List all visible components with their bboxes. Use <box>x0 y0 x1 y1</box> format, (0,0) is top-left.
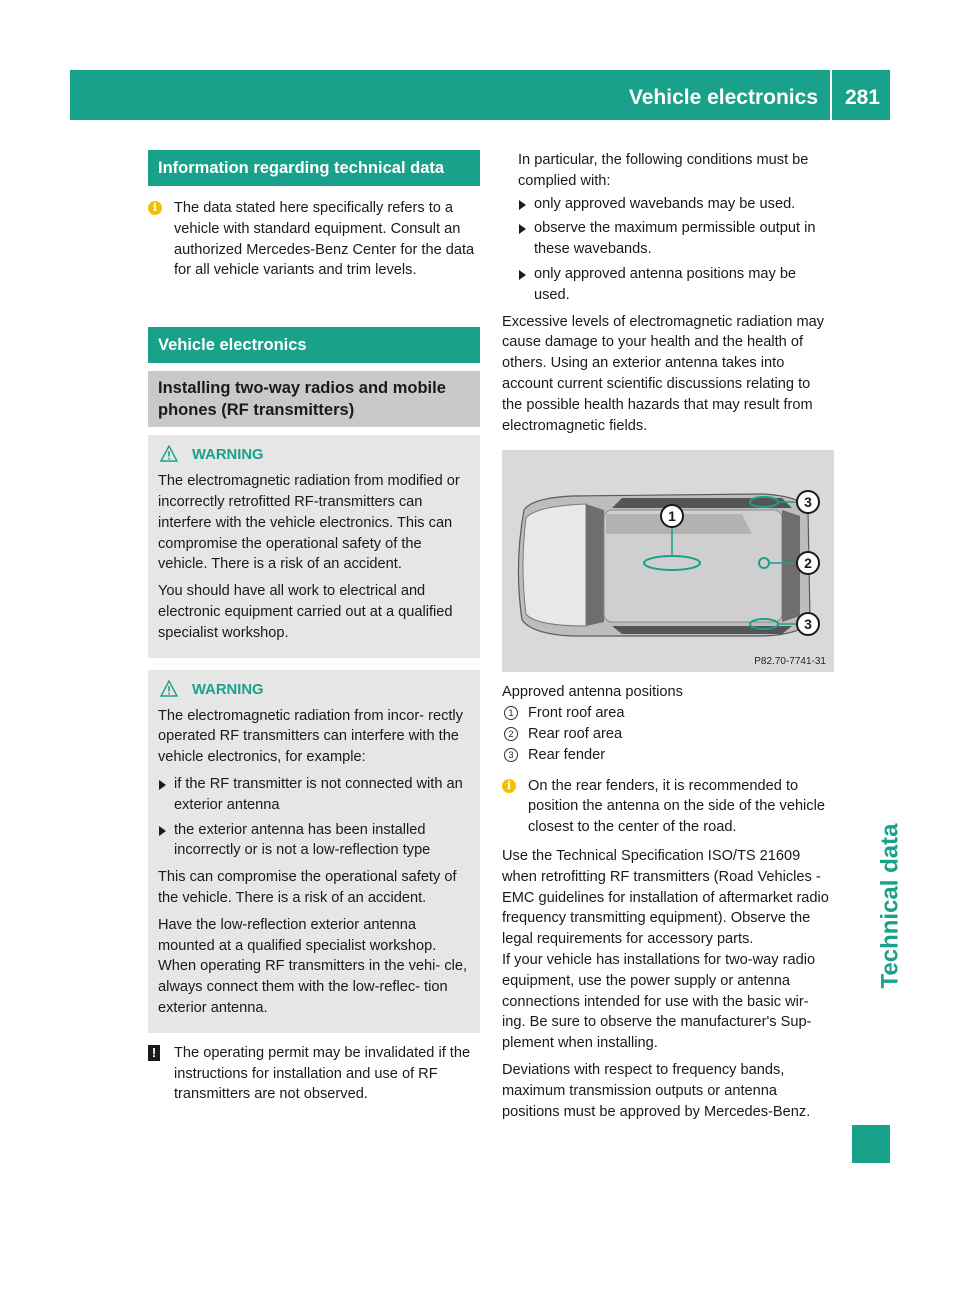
info-note-technical-data <box>148 198 480 281</box>
legend-number: 2 <box>504 727 518 741</box>
list-item: the exterior antenna has been installed incorrectly or is not a low-reflection type <box>158 820 470 862</box>
legend-item <box>502 724 834 745</box>
warning-heading <box>158 680 470 700</box>
side-tab-label-wrap <box>852 120 904 989</box>
caution-note-text: The operating permit may be invalidated if the instructions for installation and use of RF transmitters are not observed. <box>174 1044 471 1103</box>
header-title: Vehicle electronics <box>628 86 818 109</box>
list-item: only approved wavebands may be used. <box>518 194 834 215</box>
deviations-text: Deviations with respect to frequency bands, maximum transmission outputs or antenna positions must be approved by Mercedes-Benz. <box>502 1061 811 1120</box>
right-column <box>502 150 834 1122</box>
legend-label: Rear roof area <box>528 725 623 742</box>
page-header <box>70 70 890 120</box>
list-item: observe the maximum permissible output in these wavebands. <box>518 218 834 260</box>
legend-label: Front roof area <box>528 705 625 722</box>
page-number: 281 <box>844 86 880 109</box>
antenna-positions-figure <box>502 450 834 672</box>
warning-text: The electromagnetic radiation from incor- rectly operated RF transmitters can interfere with the vehicle electronics, for example: <box>158 707 463 766</box>
list-item: if the RF transmitter is not connected with an exterior antenna <box>158 774 470 816</box>
callout-3-bottom <box>797 613 819 635</box>
warning-label: WARNING <box>192 447 264 464</box>
legend-item <box>502 745 834 766</box>
warning-triangle-icon <box>160 445 178 463</box>
info-icon: i <box>148 201 162 215</box>
side-tab-marker <box>852 1125 890 1163</box>
callout-1 <box>661 505 683 527</box>
list-item: only approved antenna positions may be used. <box>518 264 834 306</box>
warning-text: You should have all work to electrical and electronic equipment carried out at a qualified specialist workshop. <box>158 583 453 641</box>
conditions-intro: In particular, the following conditions must be complied with: <box>518 152 809 189</box>
figure-code: P82.70-7741-31 <box>754 656 826 668</box>
radiation-text: Excessive levels of electromagnetic radiation may cause damage to your health and the health of others. Using an exterior antenna takes into account current scientific discussions relating to the possible health hazards that may result from electromagnetic fields. <box>502 313 825 434</box>
subsection-title-rf-transmitters: Installing two-way radios and mobile phones (RF transmitters) <box>148 371 480 427</box>
svg-text:2: 2 <box>804 555 812 572</box>
side-tab-label: Technical data <box>876 823 904 989</box>
legend-number: 3 <box>504 748 518 762</box>
warning-text: This can compromise the operational safety of the vehicle. There is a risk of an accident. <box>158 869 457 906</box>
header-divider <box>830 70 832 120</box>
svg-text:1: 1 <box>668 508 676 525</box>
warning-bullet-list <box>158 774 470 861</box>
legend-number: 1 <box>504 706 518 720</box>
conditions-list <box>502 194 834 306</box>
svg-text:3: 3 <box>804 616 812 633</box>
legend-title: Approved antenna positions <box>502 684 683 701</box>
section-title-technical-data: Information regarding technical data <box>148 150 480 186</box>
svg-text:3: 3 <box>804 494 812 511</box>
warning-box-2 <box>148 670 480 1033</box>
spec-text: Use the Technical Specification ISO/TS 21609 when retrofitting RF transmitters (Road Vehicles - EMC guidelines for installation of aftermarket radio frequency transmitting equipment). Observe the legal requirements for accessory parts. <box>502 847 829 948</box>
side-tab <box>852 120 904 989</box>
warning-triangle-icon <box>160 680 178 698</box>
section-title-vehicle-electronics: Vehicle electronics <box>148 327 480 363</box>
info-note-text: On the rear fenders, it is recommended to position the antenna on the side of the vehicle closest to the center of the road. <box>528 777 825 836</box>
legend-item <box>502 703 834 724</box>
warning-text: Have the low-reflection exterior antenna mounted at a qualified specialist workshop. When operating RF transmitters in the vehi- cle, always connect them with the low-reflec- tion exterior antenna. <box>158 916 468 1016</box>
warning-text: The electromagnetic radiation from modified or incorrectly retrofitted RF-transmitters can interfere with the vehicle electronics. This can compromise the operational safety of the vehicle. There is a risk of an accident. <box>158 473 460 573</box>
installations-text: If your vehicle has installations for two-way radio equipment, use the power supply or antenna connections intended for use with the basic wir- ing. Be sure to observe the manufacturer's Sup- plement when installing. <box>502 951 816 1052</box>
info-note-text: The data stated here specifically refers to a vehicle with standard equipment. Consult an authorized Mercedes-Benz Center for the data for all vehicle variants and trim levels. <box>174 200 475 279</box>
exclamation-icon: ! <box>148 1045 160 1061</box>
callout-2 <box>797 552 819 574</box>
callout-3-top <box>797 491 819 513</box>
info-note-rear-fender <box>502 776 834 838</box>
legend-label: Rear fender <box>528 746 606 763</box>
warning-label: WARNING <box>192 681 264 698</box>
car-top-view-illustration <box>502 450 834 672</box>
warning-heading <box>158 445 470 465</box>
warning-box-1 <box>148 435 480 657</box>
info-icon: i <box>502 779 516 793</box>
left-column <box>148 150 480 1105</box>
caution-note <box>148 1043 480 1105</box>
